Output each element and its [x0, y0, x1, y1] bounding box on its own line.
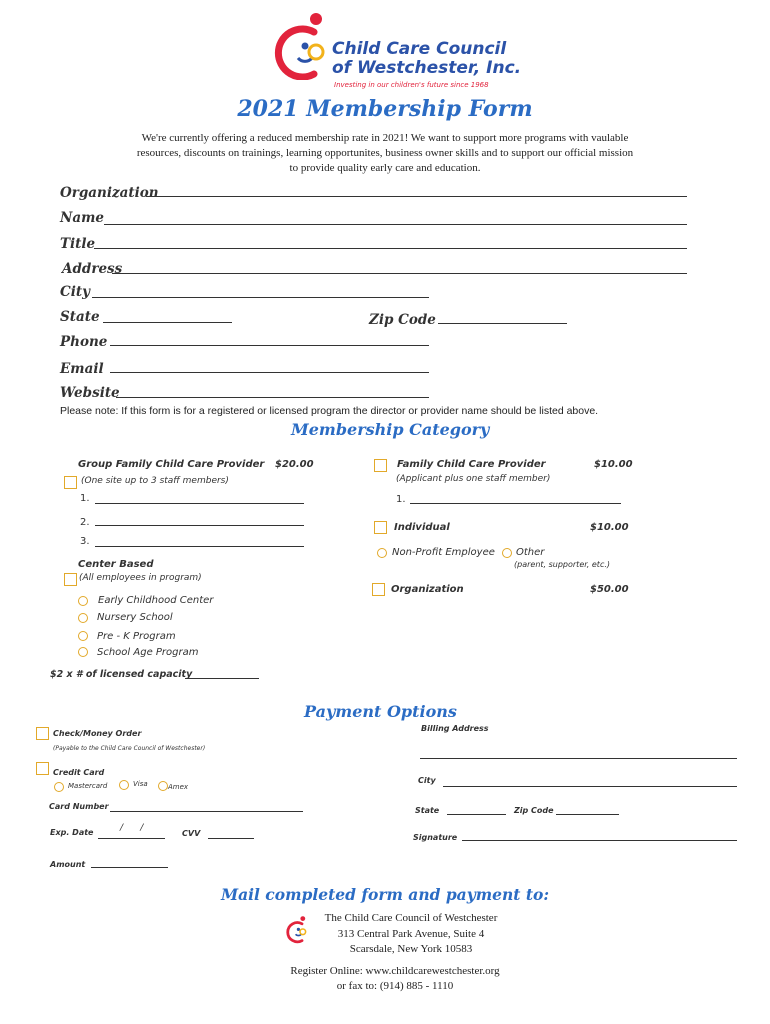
membership-heading: Membership Category — [291, 420, 490, 439]
page-title: 2021 Membership Form — [237, 96, 533, 122]
staff-number-3: 3. — [80, 536, 90, 547]
capacity-label: $2 x # of licensed capacity — [50, 669, 193, 680]
mail-address-line: Scarsdale, New York 10583 — [349, 943, 473, 955]
individual-price: $10.00 — [590, 522, 629, 533]
center-based-label: Center Based — [78, 559, 154, 570]
check-label: Check/Money Order — [53, 729, 142, 738]
exp-date-field[interactable] — [98, 838, 165, 839]
state-field[interactable] — [103, 322, 232, 323]
registration-note: Please note: If this form is for a registered or licensed program the director or provider name should be listed above. — [60, 405, 599, 417]
fax-number: or fax to: (914) 885 - 1110 — [336, 980, 454, 992]
signature-field[interactable] — [462, 840, 737, 841]
exp-date-label: Exp. Date — [50, 828, 94, 837]
billing-state-label: State — [415, 806, 440, 815]
nursery-school-label: Nursery School — [97, 612, 173, 623]
center-based-sub: (All employees in program) — [79, 573, 202, 583]
phone-field[interactable] — [110, 345, 429, 346]
address-label: Address — [62, 261, 123, 277]
zip-label: Zip Code — [369, 312, 436, 328]
city-label: City — [60, 284, 90, 300]
pre-k-label: Pre - K Program — [97, 631, 176, 642]
billing-address-field[interactable] — [420, 758, 737, 759]
billing-address-label: Billing Address — [421, 724, 489, 733]
early-childhood-radio[interactable] — [78, 596, 88, 606]
register-online-link[interactable]: Register Online: www.childcarewestchester.org — [290, 965, 500, 977]
check-sub: (Payable to the Child Care Council of Westchester) — [53, 745, 206, 752]
billing-state-field[interactable] — [447, 814, 506, 815]
early-childhood-label: Early Childhood Center — [98, 595, 214, 606]
family-provider-checkbox[interactable] — [374, 459, 387, 472]
billing-city-label: City — [418, 776, 436, 785]
mastercard-label: Mastercard — [68, 782, 108, 790]
card-number-label: Card Number — [49, 802, 109, 811]
intro-line: to provide quality early care and education. — [289, 162, 481, 174]
mastercard-radio[interactable] — [54, 782, 64, 792]
staff-1-field[interactable] — [95, 503, 304, 504]
address-field[interactable] — [112, 273, 687, 274]
intro-line: We're currently offering a reduced membership rate in 2021! We want to support more programs with vaulable — [141, 132, 629, 144]
group-family-checkbox[interactable] — [64, 476, 77, 489]
individual-label: Individual — [394, 522, 450, 533]
logo-small-icon — [286, 914, 310, 944]
cvv-field[interactable] — [208, 838, 254, 839]
school-age-radio[interactable] — [78, 647, 88, 657]
intro-text — [60, 131, 710, 176]
organization-category-label: Organization — [391, 584, 464, 595]
family-provider-price: $10.00 — [594, 459, 633, 470]
staff-3-field[interactable] — [95, 546, 304, 547]
family-staff-number-1: 1. — [396, 494, 406, 505]
billing-zip-field[interactable] — [556, 814, 619, 815]
credit-card-label: Credit Card — [53, 768, 105, 777]
amex-radio[interactable] — [158, 781, 168, 791]
nonprofit-radio[interactable] — [377, 548, 387, 558]
email-label: Email — [60, 361, 104, 377]
mail-address-line: 313 Central Park Avenue, Suite 4 — [337, 927, 485, 940]
cvv-label: CVV — [182, 829, 201, 838]
other-sub: (parent, supporter, etc.) — [514, 560, 611, 569]
name-label: Name — [60, 210, 104, 226]
mail-address — [311, 911, 511, 958]
mail-address-line: The Child Care Council of Westchester — [324, 912, 498, 924]
phone-label: Phone — [60, 334, 108, 350]
visa-radio[interactable] — [119, 780, 129, 790]
name-field[interactable] — [104, 224, 687, 225]
amount-label: Amount — [50, 860, 86, 869]
organization-label: Organization — [60, 185, 159, 201]
logo-mark-icon — [274, 10, 334, 80]
staff-number-2: 2. — [80, 517, 90, 528]
logo-line1: Child Care Council — [332, 39, 507, 59]
individual-checkbox[interactable] — [374, 521, 387, 534]
other-label: Other — [516, 547, 545, 558]
exp-date-slashes: / / — [120, 823, 144, 833]
signature-label: Signature — [413, 833, 458, 842]
family-provider-sub: (Applicant plus one staff member) — [396, 474, 551, 484]
credit-card-checkbox[interactable] — [36, 762, 49, 775]
center-based-checkbox[interactable] — [64, 573, 77, 586]
logo-line2: of Westchester, Inc. — [332, 58, 522, 78]
check-checkbox[interactable] — [36, 727, 49, 740]
register-online — [0, 964, 770, 994]
family-provider-label: Family Child Care Provider — [397, 459, 546, 470]
website-field[interactable] — [116, 397, 429, 398]
card-number-field[interactable] — [110, 811, 303, 812]
visa-label: Visa — [133, 780, 148, 788]
organization-price: $50.00 — [590, 584, 629, 595]
billing-city-field[interactable] — [443, 786, 737, 787]
school-age-label: School Age Program — [97, 647, 199, 658]
staff-2-field[interactable] — [95, 525, 304, 526]
payment-heading: Payment Options — [304, 702, 457, 721]
pre-k-radio[interactable] — [78, 631, 88, 641]
other-radio[interactable] — [502, 548, 512, 558]
group-family-label: Group Family Child Care Provider — [78, 459, 265, 470]
nursery-school-radio[interactable] — [78, 613, 88, 623]
organization-checkbox[interactable] — [372, 583, 385, 596]
staff-number-1: 1. — [80, 493, 90, 504]
email-field[interactable] — [110, 372, 429, 373]
group-family-price: $20.00 — [275, 459, 314, 470]
capacity-field[interactable] — [185, 678, 259, 679]
family-staff-field[interactable] — [410, 503, 621, 504]
organization-field[interactable] — [146, 196, 687, 197]
mail-heading: Mail completed form and payment to: — [220, 885, 550, 904]
title-field[interactable] — [94, 248, 687, 249]
website-label: Website — [60, 385, 120, 401]
logo-tagline: Investing in our children's future since 1968 — [334, 81, 489, 89]
nonprofit-label: Non-Profit Employee — [392, 547, 495, 558]
state-label: State — [60, 309, 100, 325]
zip-field[interactable] — [438, 323, 567, 324]
logo — [274, 10, 522, 95]
city-field[interactable] — [92, 297, 429, 298]
amount-field[interactable] — [91, 867, 168, 868]
group-family-sub: (One site up to 3 staff members) — [81, 476, 229, 486]
amex-label: Amex — [168, 783, 189, 791]
title-label: Title — [60, 236, 96, 252]
billing-zip-label: Zip Code — [514, 806, 554, 815]
intro-line: resources, discounts on trainings, learning opportunites, business owner skills and to support our official mission — [136, 147, 634, 159]
